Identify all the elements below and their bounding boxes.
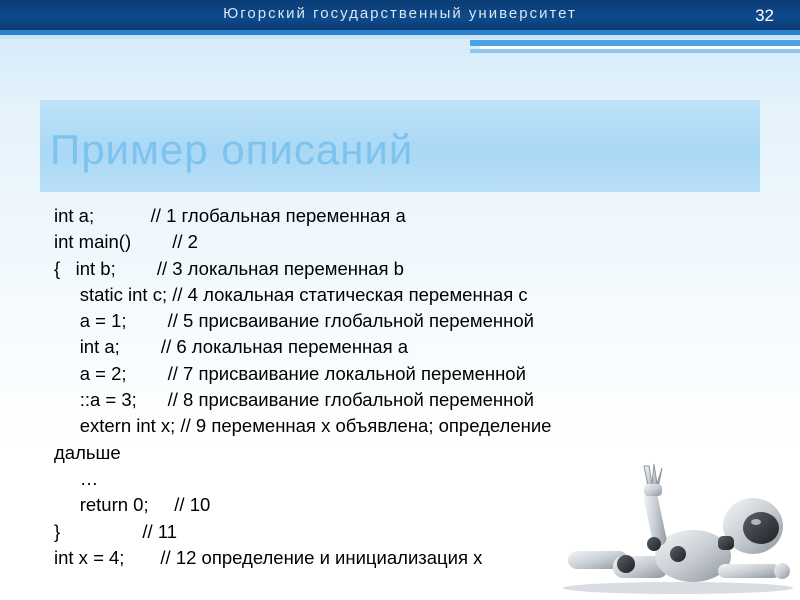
header-stripe <box>470 49 800 53</box>
code-line: int a; // 6 локальная переменная a <box>54 336 409 358</box>
robot-illustration-icon <box>558 456 798 596</box>
header-bar <box>0 0 800 30</box>
code-line: … <box>54 467 99 489</box>
robot-icon <box>558 456 798 596</box>
code-line: a = 2; // 7 присваивание локальной переменной <box>54 362 526 384</box>
code-line: return 0; // 10 <box>54 494 211 516</box>
code-line: a = 1; // 5 присваивание глобальной переменной <box>54 310 534 332</box>
code-line: ::a = 3; // 8 присваивание глобальной переменной <box>54 389 534 411</box>
header-stripe <box>0 35 800 39</box>
code-line: int main() // 2 <box>54 231 198 253</box>
code-line: дальше <box>54 441 121 463</box>
code-line: int x = 4; // 12 определение и инициализация x <box>54 546 483 568</box>
code-line: static int c; // 4 локальная статическая переменная c <box>54 283 528 305</box>
code-line: { int b; // 3 локальная переменная b <box>54 257 404 279</box>
code-line: extern int x; // 9 переменная х объявлена; определение <box>54 415 552 437</box>
code-line: int a; // 1 глобальная переменная a <box>54 205 406 226</box>
page-number: 32 <box>755 6 774 25</box>
university-name: Югорский государственный университет <box>223 5 577 22</box>
slide-title: Пример описаний <box>50 126 414 173</box>
code-line: } // 11 <box>54 520 178 542</box>
